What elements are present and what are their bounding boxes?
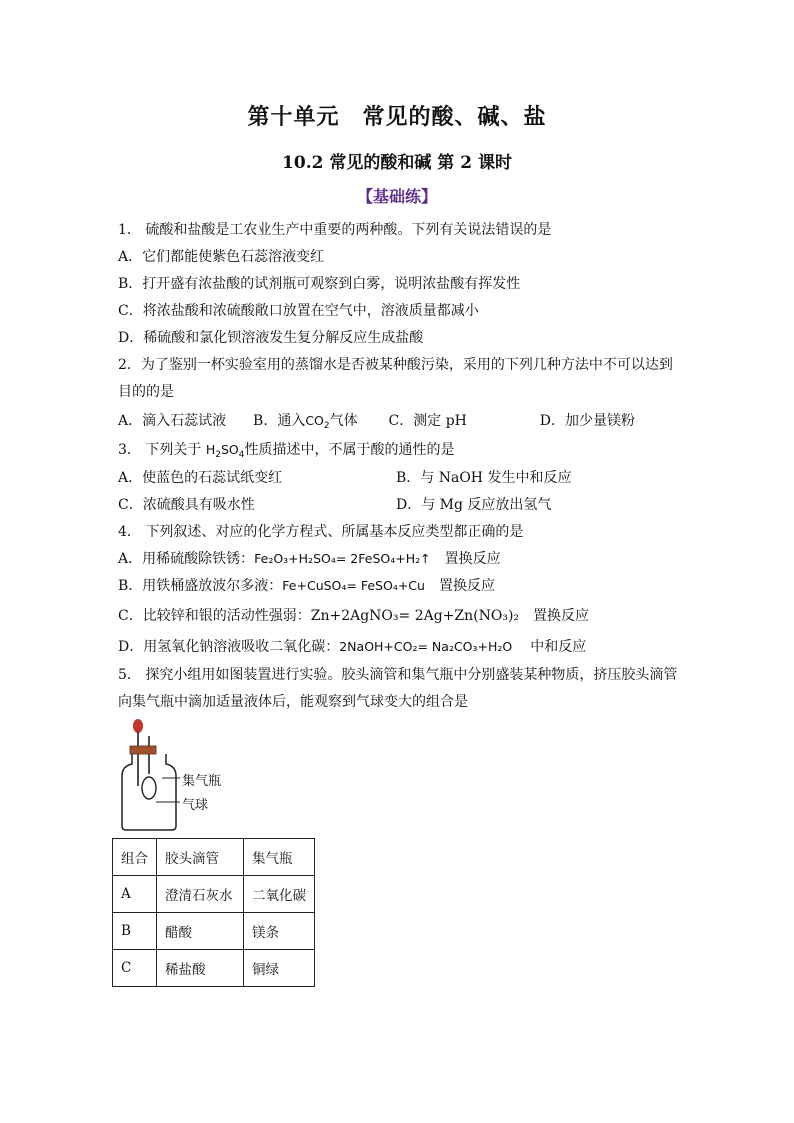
q4-a-type: 置换反应 bbox=[444, 551, 501, 567]
table-cell: 醋酸 bbox=[157, 913, 244, 950]
q4-option-b bbox=[118, 576, 495, 596]
balloon-icon bbox=[142, 777, 156, 799]
q3-option-a: A．使蓝色的石蕊试纸变红 bbox=[118, 470, 283, 486]
q4-c-type: 置换反应 bbox=[533, 608, 590, 624]
q2-option-c: C．测定 pH bbox=[388, 413, 467, 429]
q3-formula-so: SO bbox=[220, 442, 239, 457]
table-cell: 镁条 bbox=[244, 913, 315, 950]
table-row bbox=[113, 876, 315, 913]
q3-formula-h: H bbox=[205, 442, 216, 457]
q4-c-text: C．比较锌和银的活动性强弱： bbox=[118, 608, 311, 624]
q1-option-c: C．将浓盐酸和浓硫酸敞口放置在空气中，溶液质量都减小 bbox=[118, 303, 479, 319]
table-row bbox=[113, 950, 315, 987]
q3-formula-sub1: 2 bbox=[215, 450, 221, 460]
table-cell: 澄清石灰水 bbox=[157, 876, 244, 913]
q4-a-equation: Fe₂O₃+H₂SO₄= 2FeSO₄+H₂↑ bbox=[254, 551, 431, 566]
apparatus-figure bbox=[110, 716, 260, 834]
q1-stem: 1． 硫酸和盐酸是工农业生产中重要的两种酸。下列有关说法错误的是 bbox=[118, 222, 552, 238]
q2-options bbox=[118, 411, 635, 436]
header-cell: 组合 bbox=[113, 839, 157, 876]
q2-option-d: D．加少量镁粉 bbox=[539, 413, 636, 429]
q3-stem-post: 性质描述中，不属于酸的通性的是 bbox=[244, 442, 455, 458]
lesson-subtitle: 10.2 常见的酸和碱 第 2 课时 bbox=[282, 153, 512, 173]
bottle-label: 集气瓶 bbox=[182, 774, 222, 789]
q5-stem-line2: 向集气瓶中滴加适量液体后，能观察到气球变大的组合是 bbox=[118, 694, 468, 710]
header-cell: 胶头滴管 bbox=[157, 839, 244, 876]
q4-option-c bbox=[118, 606, 589, 626]
q2-formula-sub: 2 bbox=[323, 421, 330, 431]
q2-stem-line2: 目的的是 bbox=[118, 384, 174, 400]
q4-d-equation: 2NaOH+CO₂= Na₂CO₃+H₂O bbox=[339, 639, 513, 654]
q4-b-equation: Fe+CuSO₄= FeSO₄+Cu bbox=[282, 578, 425, 593]
q4-b-type: 置换反应 bbox=[438, 578, 495, 594]
table-row bbox=[113, 913, 315, 950]
table-cell: C bbox=[113, 950, 157, 987]
q2-option-b-label: B．通入 bbox=[253, 413, 306, 429]
q2-option-b bbox=[253, 413, 358, 429]
table-cell: 铜绿 bbox=[244, 950, 315, 987]
q3-option-d: D．与 Mg 反应放出氢气 bbox=[396, 497, 552, 513]
q2-formula-co: CO bbox=[305, 413, 324, 428]
table-cell: 稀盐酸 bbox=[157, 950, 244, 987]
q5-stem-line1: 5． 探究小组用如图装置进行实验。胶头滴管和集气瓶中分别盛装某种物质，挤压胶头滴管 bbox=[118, 667, 678, 683]
combination-table bbox=[112, 838, 315, 987]
table-cell: A bbox=[113, 876, 157, 913]
q3-formula-sub2: 4 bbox=[238, 450, 245, 460]
q4-d-type: 中和反应 bbox=[530, 639, 587, 655]
q4-c-equation: Zn+2AgNO₃= 2Ag+Zn(NO₃)₂ bbox=[310, 608, 520, 624]
q4-option-a bbox=[118, 549, 501, 569]
q3-row1 bbox=[118, 468, 282, 488]
q2-option-a: A．滴入石蕊试液 bbox=[118, 413, 227, 429]
q4-stem: 4． 下列叙述、对应的化学方程式、所属基本反应类型都正确的是 bbox=[118, 524, 524, 540]
q4-option-d bbox=[118, 637, 586, 657]
q1-option-a: A．它们都能使紫色石蕊溶液变红 bbox=[118, 249, 325, 265]
section-heading: 【基础练】 bbox=[356, 187, 437, 206]
q4-a-text: A．用稀硫酸除铁锈： bbox=[118, 551, 255, 567]
q3-option-b: B．与 NaOH 发生中和反应 bbox=[396, 470, 572, 486]
table-cell: 二氧化碳 bbox=[244, 876, 315, 913]
balloon-label: 气球 bbox=[182, 798, 209, 813]
dropper-bulb-icon bbox=[133, 719, 143, 733]
q2-stem-line1: 2．为了鉴别一杯实验室用的蒸馏水是否被某种酸污染，采用的下列几种方法中不可以达到 bbox=[118, 357, 673, 373]
q3-stem-pre: 3． 下列关于 bbox=[118, 442, 206, 458]
q2-option-b-tail: 气体 bbox=[329, 413, 358, 429]
q4-b-text: B．用铁桶盛放波尔多液： bbox=[118, 578, 283, 594]
q3-option-c: C．浓硫酸具有吸水性 bbox=[118, 497, 255, 513]
q3-stem bbox=[118, 440, 454, 465]
stopper bbox=[130, 746, 156, 754]
page-title: 第十单元 常见的酸、碱、盐 bbox=[247, 104, 547, 130]
q3-formula bbox=[205, 442, 245, 460]
header-cell: 集气瓶 bbox=[244, 839, 315, 876]
q4-d-text: D．用氢氧化钠溶液吸收二氧化碳： bbox=[118, 639, 340, 655]
q1-option-b: B．打开盛有浓盐酸的试剂瓶可观察到白雾，说明浓盐酸有挥发性 bbox=[118, 276, 521, 292]
table-cell: B bbox=[113, 913, 157, 950]
q2-option-b-formula bbox=[305, 413, 330, 431]
q1-option-d: D．稀硫酸和氯化钡溶液发生复分解反应生成盐酸 bbox=[118, 330, 424, 346]
table-header-row bbox=[113, 839, 315, 876]
